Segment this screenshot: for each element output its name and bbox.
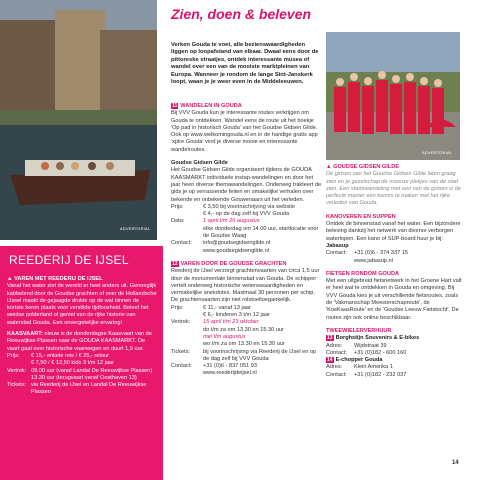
kv-value: +31 (0)182 - 232 037 xyxy=(354,371,407,378)
kv-line: elke donderdag om 14.00 uur, startlocatie voor de Goudse Waag xyxy=(203,225,319,240)
kv-key: Contact: xyxy=(326,371,347,378)
kv-line: www.goudsegidsengilde.nl xyxy=(203,247,269,254)
gidsen-title: Goudse Gidsen Gilde xyxy=(171,160,228,167)
kv-key: Contact: xyxy=(171,240,192,247)
varen-prijs xyxy=(171,305,323,320)
kv-key: Prijs: xyxy=(171,304,184,311)
reederij-subtitle: ▲ VAREN MET REEDERIJ DE IJSEL xyxy=(7,276,103,282)
row-key xyxy=(7,375,31,382)
kv-line: mei t/m augustus xyxy=(203,333,246,340)
kv-key: Adres: xyxy=(326,342,343,349)
shop-name-text: E-chopper Gouda xyxy=(335,357,383,364)
varen-heading xyxy=(171,261,323,268)
right-column xyxy=(326,164,462,379)
boat-photo-illustration xyxy=(0,0,157,240)
kv-key: Contact: xyxy=(171,363,192,370)
kv-line: info@goudsegidsengilde.nl xyxy=(203,240,271,247)
fietsen-title: FIETSEN RONDOM GOUDA xyxy=(326,270,400,277)
number-badge: 12 xyxy=(172,260,178,267)
reederij-box xyxy=(0,246,163,480)
row-value: € 7,50 / € 12,50 kids 3 t/m 12 jaar xyxy=(31,360,115,367)
row-value: via Reederij de IJsel en Landal De Reeuwijkse Plassen xyxy=(31,382,147,396)
kv-line: +31 (0)6 - 374 337 15 xyxy=(354,250,408,257)
kv-value xyxy=(354,250,462,265)
kv-value: Klein Amerika 1 xyxy=(354,364,393,371)
reederij-text: Vanaf het water ziet de wereld er heel anders uit. Genoeglijk kabbelend door de Goudse grachten of over de Hollandsche IJssel maakt de gejaagde drukte op de wal binnen de kortste keren plaats voor verstilde tijdloosheid. Beleef het weidse polderland of geniet van de rijke historie van waterstad Gouda. Een onvergetelijke ervaring! xyxy=(7,283,157,326)
kv-key: Tickets: xyxy=(171,348,191,355)
kv-value xyxy=(203,240,323,255)
kv-value xyxy=(203,319,323,348)
kv-value xyxy=(203,218,323,240)
kv-value: Wijdstraat 39 xyxy=(354,342,387,349)
shop-adres xyxy=(326,343,462,350)
kanoveren-contact xyxy=(326,250,462,265)
kv-line: www.reederijdeijsel.nl xyxy=(203,370,257,377)
wandelen-heading xyxy=(171,103,323,110)
row-key: Tickets: xyxy=(7,382,27,389)
number-badge: 14 xyxy=(327,357,333,364)
kv-value: +31 (0)182 - 600 160 xyxy=(354,349,407,356)
guides-photo-credit: ADVERTORIAL xyxy=(422,150,453,155)
shop-contact xyxy=(326,372,462,379)
shop-name xyxy=(326,357,462,364)
kv-key: Contact: xyxy=(326,349,347,356)
reederij-row xyxy=(7,375,157,382)
gidsen-contact xyxy=(171,240,323,255)
kv-line: do t/m za om 13.30 en 15.30 uur xyxy=(203,326,284,333)
kv-key: Contact: xyxy=(326,250,347,257)
varen-title: VAREN DOOR DE GOUDSE GRACHTEN xyxy=(180,260,287,267)
shop-adres xyxy=(326,364,462,371)
varen-text: Reederij de IJsel verzorgt grachtenvaarten van circa 1,5 uur door de monumentale binnenstad van Gouda. De schipper vertelt onderweg historische wetenswaardigheden en vermakelijke anekdotes. Maximaal 30 personen per schip. De grachtenvaarten zijn niet rolstoeltoegankelijk. xyxy=(171,268,320,304)
guides-photo xyxy=(326,32,460,160)
kv-key: Data: xyxy=(171,218,185,225)
number-badge: 13 xyxy=(327,335,333,342)
kv-line: € 4,- op de dag zelf bij VVV Gouda xyxy=(203,211,290,218)
gidsen-text: Het Goudse Gidsen Gilde organiseert tijdens de GOUDA KAASMARKT individuele instap-wandelingen en door het jaar heen diverse themawandelingen. Onderweg trakteert de gids je op verrassende feiten en smakelijke verhalen over bekende en onbekende Gouwenaars uit het verleden. xyxy=(171,167,322,203)
kanoveren-name: Jabasup xyxy=(326,242,349,249)
kv-value: bij voorinschrijving via Reederij de IJsel en op de dag zelf bij VVV Gouda xyxy=(203,348,317,362)
row-value: 13.30 uur (terugvaart vanaf Oosthaven 13) xyxy=(31,374,137,381)
kv-value xyxy=(203,363,323,378)
middle-column xyxy=(171,103,323,378)
reederij-row xyxy=(7,360,157,367)
reederij-row xyxy=(7,382,157,397)
reederij-body xyxy=(7,276,157,397)
shop-name-text: Borghstijn Souvenirs & E-bikes xyxy=(335,335,420,342)
gidsen-caption-title: ▲ GOUDSE GIDSEN GILDE xyxy=(326,164,399,170)
boat-photo xyxy=(0,0,157,240)
page-number: 14 xyxy=(452,460,459,466)
kv-line: € 6,- kinderen 3 t/m 12 jaar xyxy=(203,312,270,319)
kv-line: www.jabasup.nl xyxy=(354,257,393,264)
row-key xyxy=(7,360,31,367)
shop-name xyxy=(326,335,462,342)
kaasvaart-paragraph xyxy=(7,331,157,353)
kv-line: € 3,50 bij voorinschrijving via website xyxy=(203,203,296,210)
row-key: Vertrek: xyxy=(7,367,27,374)
kaasvaart-text: nieuw is de donderdagse Kaasvaart van de Reeuwijkse Plassen naar de GOUDA KAASMARKT. De vaart gaat over historische vaarwegen en duurt 1,5 uur. xyxy=(7,331,152,352)
varen-contact xyxy=(171,363,323,378)
kv-line: +31 (0)6 - 837 051 93 xyxy=(203,363,257,370)
kaasvaart-label: KAASVAART: xyxy=(7,331,43,338)
kv-line: € 11,- vanaf 13 jaar xyxy=(203,304,251,311)
kanoveren-text: Ontdek de binnenstad vanaf het water. Een bijzondere beleving dankzij het netwerk van diverse verborgen waterlopen. Een kano of SUP-board huur je bij: xyxy=(326,221,461,242)
boat-photo-credit: ADVERTORIAL xyxy=(120,226,151,231)
kanoveren-title: KANOVEREN EN SUPPEN xyxy=(326,213,396,220)
reederij-row xyxy=(7,353,157,360)
row-key: Prijs: xyxy=(7,352,20,359)
wandelen-text: Bij VVV Gouda kun je interessante routes verkrijgen om Gouda te ontdekken. Wandel eens de route uit het boekje 'Op pad in historisch Gouda' van het Goudse Gidsen Gilde. Ook op www.welkomingouda.nl en in de handige gratis app 'xplre Gouda' vind je diverse mooie en interessante wandelroutes. xyxy=(171,110,318,153)
shop-contact xyxy=(326,350,462,357)
row-value: € 15,- enkele reis / € 25,- retour xyxy=(31,352,110,359)
kv-key: Vertrek: xyxy=(171,319,191,326)
kv-value xyxy=(203,305,323,320)
page-heading: Zien, doen & beleven xyxy=(171,6,312,22)
fietsen-text: Met een uitgebreid fietsnetwerk in het Groene Hart valt er heel wat te ontdekken in Gouda en omgeving. Bij VVV Gouda kies je uit verschillende fietsroutes, zoals de 'Vakmanschap Meesterschaproute', de 'KoeKaasRoute' en de 'Goudse Leeuw Fietstocht'. De routes zijn ook online beschikbaar. xyxy=(326,278,462,321)
gidsen-data xyxy=(171,218,323,240)
kv-line: wo t/m za om 13.30 en 15.30 uur xyxy=(203,341,285,348)
kv-line: 15 april t/m 23 oktober xyxy=(203,319,259,326)
wandelen-title: WANDELEN IN GOUDA xyxy=(180,103,242,109)
gidsen-caption-text: De gidsen van het Goudse Gidsen Gilde laten graag zien en je gezelschap de mooiste plekjes van de stad zien. Een stadswandeling met een van de gidsen is de perfecte manier een kennis te maken met het rijke verleden van Gouda. xyxy=(326,171,461,207)
varen-vertrek xyxy=(171,319,323,348)
number-badge: 11 xyxy=(172,103,178,109)
intro-paragraph: Verken Gouda te voet, alle bezienswaardigheden liggen op loopafstand van elkaar. Dwaal eens door de pittoreske straatjes, ontdek interessante musea of wandel over een van de mooiste marktpleinen van Europa. Wanneer je rondom de lange Sint-Janskerk loopt, waan je je weer even in de Middeleeuwen. xyxy=(171,42,319,86)
varen-tickets xyxy=(171,349,323,364)
kv-line: 1 april t/m 26 augustus xyxy=(203,218,260,225)
reederij-row xyxy=(7,368,157,375)
gidsen-prijs xyxy=(171,204,323,219)
row-value: 09.00 uur (vanaf Landal De Reeuwijkse Plassen) xyxy=(31,367,153,374)
tweewiel-title: TWEEWIELERVERHUUR xyxy=(326,327,392,334)
kv-key: Prijs: xyxy=(171,203,184,210)
kv-value xyxy=(203,204,323,219)
reederij-title: REEDERIJ DE IJSEL xyxy=(9,253,129,267)
kv-key: Adres: xyxy=(326,364,343,371)
guides-photo-illustration xyxy=(326,32,460,160)
